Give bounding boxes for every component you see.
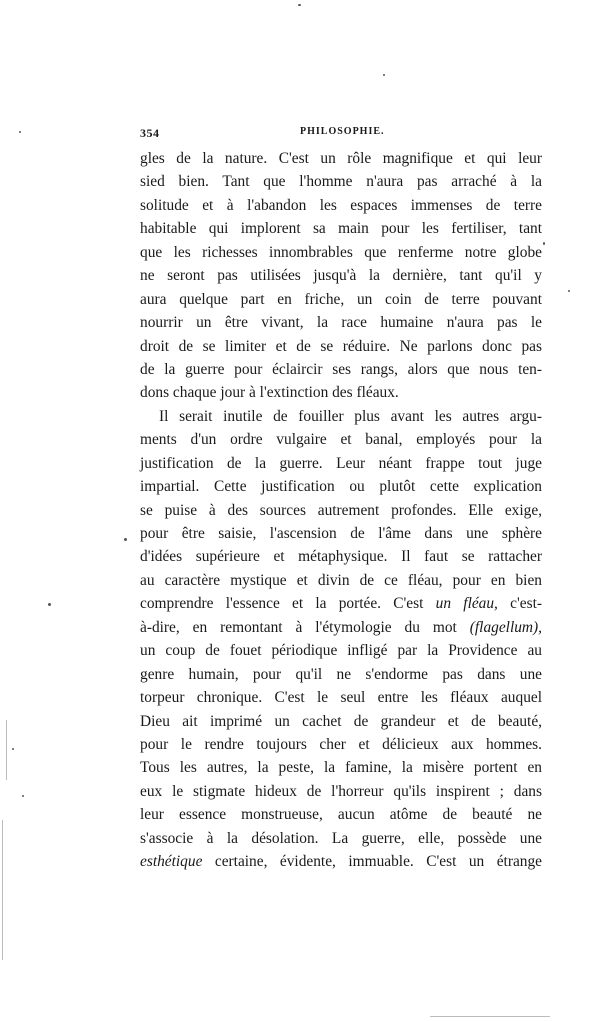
scan-speck	[543, 242, 545, 245]
text-line: dons chaque jour à l'extinction des fléaux.	[140, 384, 399, 402]
line-text: c'est-	[497, 595, 542, 613]
text-line: leur essence monstrueuse, aucun atôme de beauté ne	[140, 806, 542, 824]
text-line: justification de la guerre. Leur néant frappe tout juge	[140, 454, 542, 472]
text-line: genre humain, pour qu'il ne s'endorme pas dans une	[140, 665, 542, 683]
text-line: au caractère mystique et divin de ce fléau, pour en bien	[140, 571, 542, 589]
text-line: un coup de fouet périodique infligé par la Providence au	[140, 642, 542, 660]
text-line: d'idées supérieure et métaphysique. Il faut se rattacher	[140, 548, 542, 566]
scan-speck	[124, 538, 127, 541]
scan-speck	[568, 290, 570, 292]
text-line: pour le rendre toujours cher et délicieux aux hommes.	[140, 735, 542, 753]
text-line: s'associe à la désolation. La guerre, elle, possède une	[140, 829, 542, 847]
body-text	[140, 147, 542, 874]
text-line: pour être saisie, l'ascension de l'âme dans une sphère	[140, 525, 542, 542]
paragraph-2	[140, 405, 542, 874]
line-text: à-dire, en remontant à l'étymologie du mot	[140, 618, 457, 636]
page-number: 354	[140, 126, 160, 140]
text-line: se puise à des sources autrement profondes. Elle exige,	[140, 501, 542, 519]
text-line: droit de se limiter et de se réduire. Ne parlons donc pas	[140, 337, 542, 355]
scan-edge-mark	[6, 720, 7, 780]
scan-edge-mark	[430, 1016, 550, 1017]
text-line: habitable qui implorent sa main pour les fertiliser, tant	[140, 220, 542, 238]
text-line-mixed	[140, 592, 542, 615]
scan-speck	[298, 4, 301, 6]
scan-speck	[22, 795, 24, 797]
text-line: gles de la nature. C'est un rôle magnifique et qui leur	[140, 150, 542, 167]
text-line: ne seront pas utilisées jusqu'à la dernière, tant qu'il y	[140, 267, 542, 285]
paragraph-1	[140, 147, 542, 405]
scan-speck	[19, 131, 21, 133]
italic-term: un fléau,	[435, 595, 498, 613]
scan-edge-mark	[2, 820, 3, 960]
text-line: impartial. Cette justification ou plutôt cette explication	[140, 478, 542, 496]
text-line: Tous les autres, la peste, la famine, la misère portent en	[140, 759, 542, 777]
text-line-mixed	[140, 616, 542, 639]
line-text: comprendre l'essence et la portée. C'est	[140, 595, 424, 613]
scan-speck	[383, 74, 385, 76]
text-line: aura quelque part en friche, un coin de terre pouvant	[140, 290, 542, 308]
scan-speck	[12, 748, 14, 750]
italic-term: (flagellum),	[469, 618, 542, 636]
running-head: PHILOSOPHIE.	[300, 126, 385, 137]
text-line: Il serait inutile de fouiller plus avant les autres argu-	[159, 407, 542, 425]
text-line: torpeur chronique. C'est le seul entre les fléaux auquel	[140, 689, 542, 707]
text-line: ments d'un ordre vulgaire et banal, employés pour la	[140, 431, 542, 449]
text-line: sied bien. Tant que l'homme n'aura pas arraché à la	[140, 173, 542, 191]
text-line-mixed	[140, 850, 542, 873]
text-line: que les richesses innombrables que renferme notre globe	[140, 243, 542, 261]
scan-speck	[48, 603, 51, 606]
text-line: Dieu ait imprimé un cachet de grandeur et de beauté,	[140, 712, 542, 730]
italic-term: esthétique	[140, 853, 203, 871]
text-line: solitude et à l'abandon les espaces immenses de terre	[140, 196, 542, 214]
line-text: certaine, évidente, immuable. C'est un étrange	[214, 853, 542, 871]
text-line: de la guerre pour éclaircir ses rangs, alors que nous ten-	[140, 360, 542, 378]
text-line: eux le stigmate hideux de l'horreur qu'ils inspirent ; dans	[140, 782, 542, 800]
page-header	[140, 126, 540, 146]
text-line: nourrir un être vivant, la race humaine n'aura pas le	[140, 314, 542, 332]
